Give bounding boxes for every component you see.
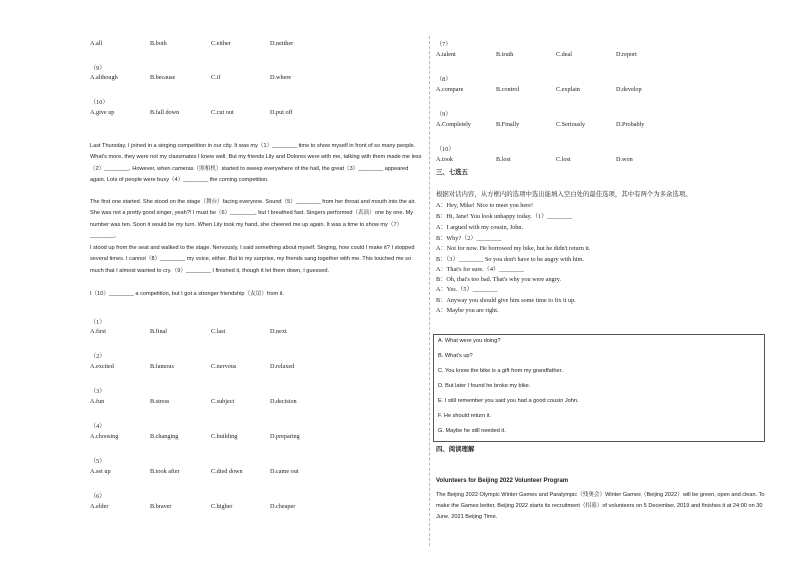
passage-paragraph-1: Last Thursday, I joined in a singing competition in our city. It was my（1）________ time to show myself in front of so many people. What's more, they were not my classmates I knew well. But my friends Lily and Dolores were with me, talking with them made me less（2）________. However, when cameras（照相机）started to sweep everywhere of the hall, the great（3）________ appeared again. Lots of people were busy（4）________ the coming competition.: [90, 143, 422, 184]
q8-option-c[interactable]: C.either: [211, 40, 231, 47]
passage-paragraph-3: I stood up from the seat and walked to the stage. Nervously, I said something about myself. Singing, how could I make it? I stopped several times. I cannot（8）________ my voice, either. But to my surprise, my friends sang together with me. This touched me so much that I almost wanted to cry.（9）________ I finished it, though it let them down, I guessed.: [90, 245, 415, 274]
q10r-option-b[interactable]: B.lost: [496, 156, 511, 163]
q6-option-a[interactable]: A.elder: [90, 503, 109, 510]
q5-option-b[interactable]: B.took after: [150, 468, 180, 475]
q5-option-a[interactable]: A.set up: [90, 468, 111, 475]
q9r-option-d[interactable]: D.Probably: [616, 121, 645, 128]
q9-option-d[interactable]: D.where: [270, 74, 292, 81]
q10-option-b[interactable]: B.fall down: [150, 109, 180, 116]
q10r-option-a[interactable]: A.took: [436, 156, 454, 163]
q8-option-b[interactable]: B.both: [150, 40, 167, 47]
article-title: Volunteers for Beijing 2022 Volunteer Program: [436, 478, 569, 484]
q8r-option-d[interactable]: D.develop: [616, 86, 642, 93]
q9r-number: （9）: [436, 111, 452, 118]
dialogue-line-2: B：Hi, Jane! You look unhappy today.（1）________: [436, 213, 573, 220]
box-option-d[interactable]: D. But later I found he broke my bike.: [438, 383, 531, 389]
dialogue-line-6: B：（3）________ So you don't have to be angry with him.: [436, 256, 584, 263]
dialogue-line-5: A：Not for now. He borrowed my bike, but he didn't return it.: [436, 245, 591, 252]
q7-option-a[interactable]: A.talent: [436, 51, 456, 58]
q4-option-a[interactable]: A.choosing: [90, 433, 119, 440]
q10r-option-d[interactable]: D.won: [616, 156, 633, 163]
box-option-a[interactable]: A. What were you doing?: [438, 338, 501, 344]
q10-option-c[interactable]: C.cut out: [211, 109, 234, 116]
section-3-instruction: 根据对话内容，从方框内的选项中选出能填入空白处的最佳选项，其中有两个为多余选项。: [436, 191, 692, 198]
q3-option-c[interactable]: C.subject: [211, 398, 235, 405]
column-divider: [429, 36, 430, 546]
q8r-option-a[interactable]: A.compare: [436, 86, 464, 93]
article-paragraph: The Beijing 2022 Olympic Winter Games and Paralympic（残奥会）Winter Games（Beijing 2022）will be green, open and clean. To make the Games better, Beijing 2022 starts its recruitment（招募）of volunteers on 5 December, 2019 and finishes it at 24:00 on 30 June, 2021 Beijing Time.: [436, 492, 765, 520]
q5-option-c[interactable]: C.died down: [211, 468, 243, 475]
q2-option-b[interactable]: B.famous: [150, 363, 174, 370]
options-box: [433, 334, 765, 442]
q9r-option-a[interactable]: A.Completely: [436, 121, 471, 128]
q8r-number: （8）: [436, 76, 452, 83]
q1-option-a[interactable]: A.first: [90, 328, 106, 335]
q10r-number: （10）: [436, 146, 455, 153]
q9-number: （9）: [90, 65, 106, 72]
q8r-option-c[interactable]: C.explain: [556, 86, 580, 93]
q4-option-b[interactable]: B.changing: [150, 433, 179, 440]
q9-option-b[interactable]: B.because: [150, 74, 176, 81]
dialogue-line-10: B：Anyway you should give him some time to fix it up.: [436, 297, 576, 304]
q7-option-d[interactable]: D.report: [616, 51, 637, 58]
box-option-c[interactable]: C. You know the bike is a gift from my grandfather.: [438, 368, 563, 374]
q1-option-d[interactable]: D.next: [270, 328, 287, 335]
passage-paragraph-4: I（10）________ a competition, but I got a stronger friendship（友谊）from it.: [90, 291, 285, 297]
dialogue-line-8: B：Oh, that's too bad. That's why you were angry.: [436, 276, 561, 283]
section-4-title: 四、阅读理解: [436, 446, 475, 453]
q7-option-c[interactable]: C.deal: [556, 51, 572, 58]
q5-option-d[interactable]: D.came out: [270, 468, 299, 475]
q4-option-d[interactable]: D.preparing: [270, 433, 300, 440]
q2-option-c[interactable]: C.nervous: [211, 363, 237, 370]
q1-number: （1）: [90, 319, 106, 326]
box-option-b[interactable]: B. What's up?: [438, 353, 473, 359]
q9-option-c[interactable]: C.if: [211, 74, 221, 81]
q6-number: （6）: [90, 493, 106, 500]
q10r-option-c[interactable]: C.lost: [556, 156, 571, 163]
q8-option-d[interactable]: D.neither: [270, 40, 294, 47]
dialogue-line-3: A：I argued with my cousin, John.: [436, 224, 524, 231]
q2-option-d[interactable]: D.relaxed: [270, 363, 295, 370]
q10-option-a[interactable]: A.give up: [90, 109, 115, 116]
q3-option-a[interactable]: A.fun: [90, 398, 105, 405]
q1-option-c[interactable]: C.last: [211, 328, 226, 335]
q3-option-b[interactable]: B.stress: [150, 398, 170, 405]
q9-option-a[interactable]: A.although: [90, 74, 118, 81]
q6-option-d[interactable]: D.cheaper: [270, 503, 296, 510]
box-option-f[interactable]: F. He should return it.: [438, 413, 492, 419]
q8-option-a[interactable]: A.all: [90, 40, 103, 47]
q4-number: （4）: [90, 423, 106, 430]
dialogue-line-7: A：That's for sure.（4）________: [436, 266, 524, 273]
q7-number: （7）: [436, 41, 452, 48]
q10-option-d[interactable]: D.put off: [270, 109, 293, 116]
q9r-option-b[interactable]: B.Finally: [496, 121, 520, 128]
q2-option-a[interactable]: A.excited: [90, 363, 114, 370]
q8r-option-b[interactable]: B.control: [496, 86, 520, 93]
q5-number: （5）: [90, 458, 106, 465]
section-3-title: 三、七选五: [436, 169, 468, 176]
q2-number: （2）: [90, 353, 106, 360]
box-option-e[interactable]: E. I still remember you said you had a good cousin John.: [438, 398, 579, 404]
q10-number: （10）: [90, 99, 109, 106]
box-option-g[interactable]: G. Maybe he still needed it.: [438, 428, 506, 434]
passage-paragraph-2: The first one started. She stood on the stage（舞台）facing everyone. Sound（5）________ from her throat and mouth into the air. She was not a pretty good singer, yeah?! I must be（6）________, but I breathed fast. Singers performed（表演）one by one. My number was ten. Soon it would be my turn. When Lily took my hand, she cheered me up again. It was a time to show my（7）________.: [90, 199, 416, 240]
q7-option-b[interactable]: B.truth: [496, 51, 514, 58]
q4-option-c[interactable]: C.building: [211, 433, 238, 440]
q3-number: （3）: [90, 388, 106, 395]
dialogue-line-4: B：Why?（2）________: [436, 235, 502, 242]
dialogue-line-11: A：Maybe you are right.: [436, 307, 499, 314]
q1-option-b[interactable]: B.final: [150, 328, 168, 335]
q9r-option-c[interactable]: C.Seriously: [556, 121, 586, 128]
q6-option-c[interactable]: C.higher: [211, 503, 233, 510]
dialogue-line-1: A：Hey, Mike! Nice to meet you here!: [436, 202, 534, 209]
q6-option-b[interactable]: B.braver: [150, 503, 172, 510]
q3-option-d[interactable]: D.decision: [270, 398, 297, 405]
dialogue-line-9: A：Yes.（5）________: [436, 286, 498, 293]
